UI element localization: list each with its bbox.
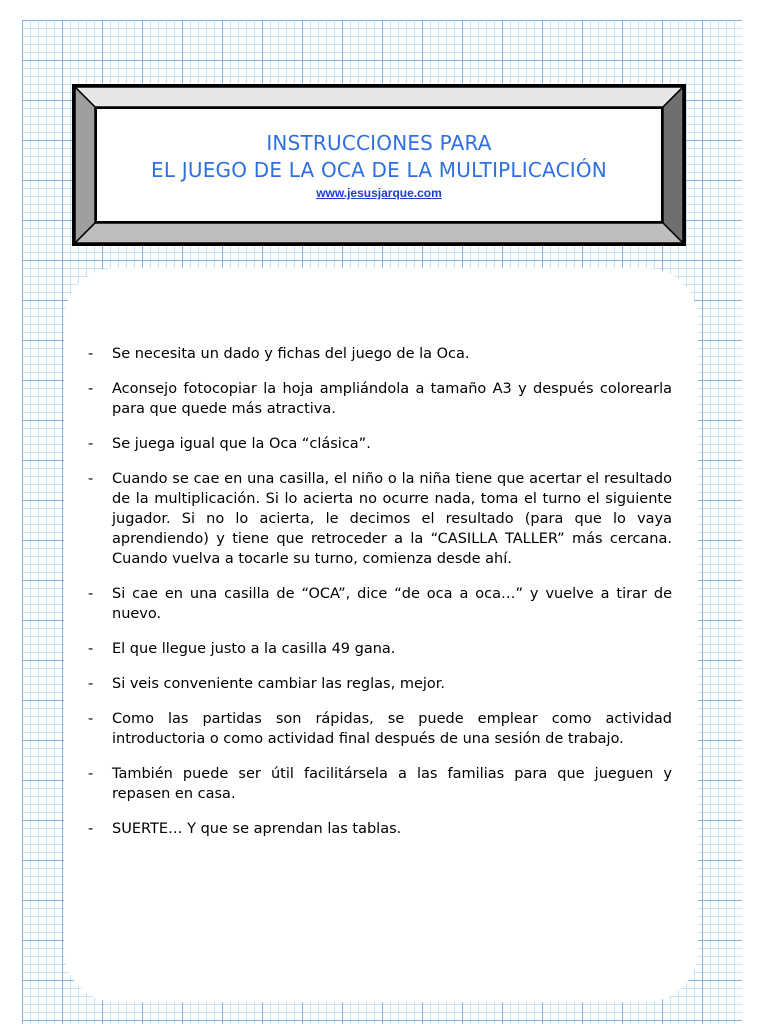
rule-text: Aconsejo fotocopiar la hoja ampliándola a tamaño A3 y después colorearla para que quede más atractiva. — [112, 381, 672, 417]
rule-item — [88, 469, 672, 569]
rule-text: Se necesita un dado y fichas del juego de la Oca. — [112, 346, 470, 362]
rule-item — [88, 709, 672, 749]
bullet-dash: - — [88, 436, 94, 452]
bullet-dash: - — [88, 586, 94, 602]
bullet-dash: - — [88, 711, 94, 727]
title-line-1: INSTRUCCIONES PARA — [266, 131, 492, 155]
rule-text: Si veis conveniente cambiar las reglas, mejor. — [112, 676, 446, 692]
rule-text: Se juega igual que la Oca “clásica”. — [112, 436, 371, 452]
rule-text: Como las partidas son rápidas, se puede emplear como actividad introductoria o como actividad final después de una sesión de trabajo. — [112, 711, 672, 747]
rule-text: SUERTE… Y que se aprendan las tablas. — [112, 821, 402, 837]
bullet-dash: - — [88, 641, 94, 657]
rule-item — [88, 584, 672, 624]
bullet-dash: - — [88, 766, 94, 782]
bullet-dash: - — [88, 381, 94, 397]
bullet-dash: - — [88, 821, 94, 837]
bullet-dash: - — [88, 471, 94, 487]
rules-list — [88, 344, 672, 854]
instructions-card — [64, 268, 698, 1002]
rule-text: También puede ser útil facilitársela a las familias para que jueguen y repasen en casa. — [112, 766, 672, 802]
title-line-2: EL JUEGO DE LA OCA DE LA MULTIPLICACIÓN — [151, 158, 607, 182]
rule-item — [88, 674, 672, 694]
title-panel — [95, 107, 663, 223]
bullet-dash: - — [88, 346, 94, 362]
rule-item — [88, 639, 672, 659]
rule-text: Si cae en una casilla de “OCA”, dice “de oca a oca…” y vuelve a tirar de nuevo. — [112, 586, 672, 622]
rule-item — [88, 819, 672, 839]
rule-item — [88, 344, 672, 364]
rule-text: El que llegue justo a la casilla 49 gana. — [112, 641, 396, 657]
bullet-dash: - — [88, 676, 94, 692]
rule-item — [88, 434, 672, 454]
rule-item — [88, 764, 672, 804]
website-link[interactable]: www.jesusjarque.com — [316, 186, 442, 200]
title-frame — [72, 84, 686, 246]
rule-item — [88, 379, 672, 419]
rule-text: Cuando se cae en una casilla, el niño o la niña tiene que acertar el resultado de la multiplicación. Si lo acierta no ocurre nada, toma el turno el siguiente jugador. Si no lo acierta, le decimos el resultado (para que lo vaya aprendiendo) y tiene que retroceder a la “CASILLA TALLER” más cercana. Cuando vuelva a tocarle su turno, comienza desde ahí. — [112, 471, 672, 567]
